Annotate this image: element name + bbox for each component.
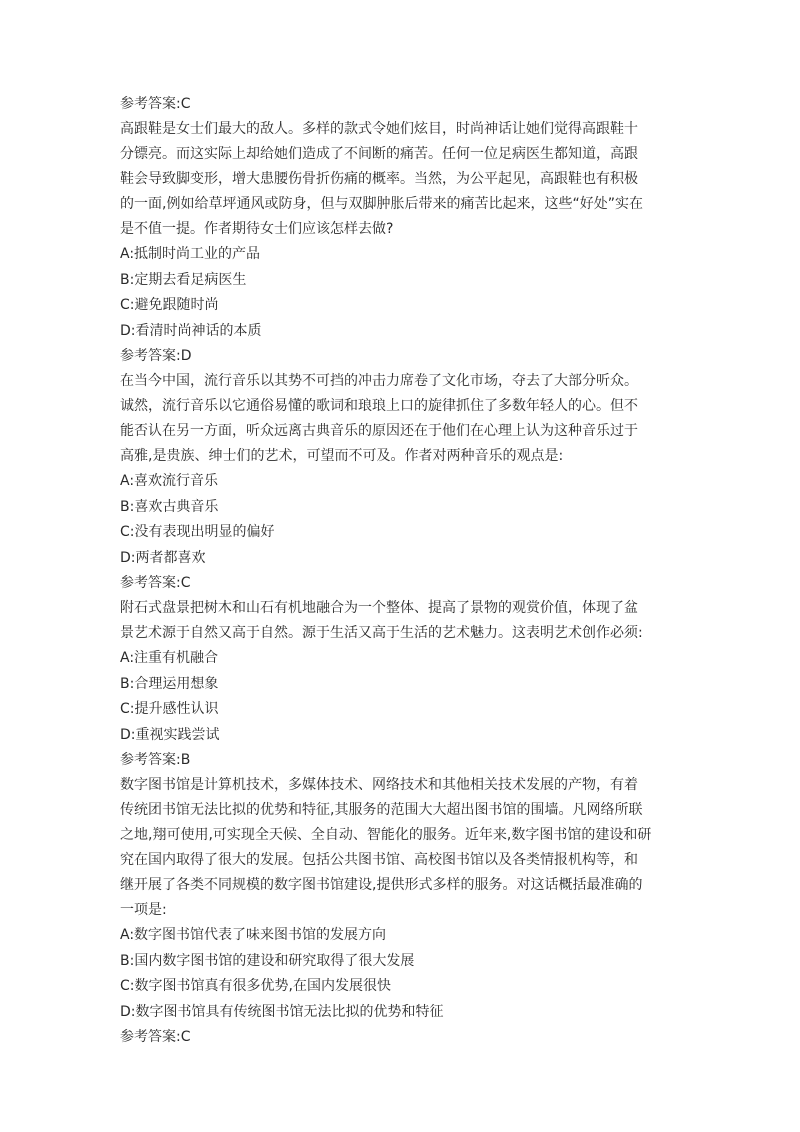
question-line: 传统团书馆无法比拟的优势和特征,其服务的范围大大超出图书馆的围墙。凡网络所联: [120, 802, 643, 818]
question-line: 的一面,例如给草坪通风或防身，但与双脚肿胀后带来的痛苦比起来，这些“好处”实在: [120, 196, 643, 212]
option-item: D:两者都喜欢: [120, 549, 206, 566]
question-block: [120, 92, 682, 344]
option-item: C:数字图书馆真有很多优势,在国内发展很快: [120, 978, 391, 994]
question-line: 诚然，流行音乐以它通俗易懂的歌词和琅琅上口的旋律抓住了多数年轻人的心。但不: [120, 398, 638, 414]
answer-label: 参考答案:C: [120, 96, 191, 112]
question-line: 能否认在另一方面，听众远离古典音乐的原因还在于他们在心理上认为这种音乐过于: [120, 423, 638, 439]
question-text: [120, 596, 682, 646]
option-item: B:国内数字图书馆的建设和研究取得了很大发展: [120, 952, 415, 969]
question-line: 高跟鞋是女士们最大的敌人。多样的款式令她们炫目，时尚神话让她们觉得高跟鞋十: [120, 121, 638, 137]
option-item: B:合理运用想象: [120, 675, 219, 692]
answer-label: 参考答案:D: [120, 348, 192, 364]
question-line: 究在国内取得了很大的发展。包括公共图书馆、高校图书馆以及各类情报机构等，和: [120, 852, 638, 868]
option-list: [120, 242, 682, 344]
question-line: 继开展了各类不同规模的数字图书馆建设,提供形式多样的服务。对这话概括最准确的: [120, 877, 643, 893]
option-item: B:定期去看足病医生: [120, 271, 247, 288]
option-item: C:避免跟随时尚: [120, 297, 219, 313]
question-line: 数字图书馆是计算机技术，多媒体技术、网络技术和其他相关技术发展的产物，有着: [120, 777, 638, 793]
option-item: C:提升感性认识: [120, 701, 219, 717]
document-page: [120, 92, 682, 1050]
question-text: [120, 369, 682, 469]
option-item: C:没有表现出明显的偏好: [120, 524, 275, 540]
question-line: 在当今中国，流行音乐以其势不可挡的冲击力席卷了文化市场，夺去了大部分听众。: [120, 373, 638, 389]
question-line: 景艺术源于自然又高于自然。源于生活又高于生活的艺术魅力。这表明艺术创作必须:: [120, 625, 643, 641]
question-line: 高雅,是贵族、绅士们的艺术，可望而不可及。作者对两种音乐的观点是:: [120, 448, 564, 464]
option-list: [120, 646, 682, 748]
question-line: 鞋会导致脚变形，增大患腰伤骨折伤痛的概率。当然，为公平起见，高跟鞋也有积极: [120, 171, 638, 187]
question-line: 附石式盘景把树木和山石有机地融合为一个整体、提高了景物的观赏价值，体现了盆: [120, 600, 638, 616]
question-text: [120, 117, 682, 242]
option-item: D:重视实践尝试: [120, 726, 220, 743]
answer-label: 参考答案:C: [120, 575, 191, 591]
question-block: [120, 571, 682, 748]
question-line: 分镖亮。而这实际上却给她们造成了不间断的痛苦。任何一位足病医生都知道，高跟: [120, 146, 638, 162]
option-item: D:看清时尚神话的本质: [120, 322, 262, 339]
option-item: A:数字图书馆代表了味来图书馆的发展方向: [120, 927, 387, 943]
question-line: 是不值一提。作者期待女士们应该怎样去做?: [120, 221, 394, 237]
option-item: A:抵制时尚工业的产品: [120, 246, 261, 262]
option-item: D:数字图书馆具有传统图书馆无法比拟的优势和特征: [120, 1003, 444, 1020]
question-line: 一项是:: [120, 902, 167, 918]
option-list: [120, 923, 682, 1025]
question-text: [120, 773, 682, 923]
option-list: [120, 469, 682, 571]
question-block: [120, 748, 682, 1025]
option-item: A:注重有机融合: [120, 650, 219, 666]
answer-label: 参考答案:C: [120, 1029, 191, 1045]
answer-label: 参考答案:B: [120, 752, 191, 768]
question-line: 之地,翔可使用,可实现全天候、全自动、智能化的服务。近年来,数字图书馆的建设和研: [120, 827, 652, 843]
option-item: B:喜欢古典音乐: [120, 498, 219, 515]
question-block: [120, 344, 682, 571]
option-item: A:喜欢流行音乐: [120, 473, 219, 489]
